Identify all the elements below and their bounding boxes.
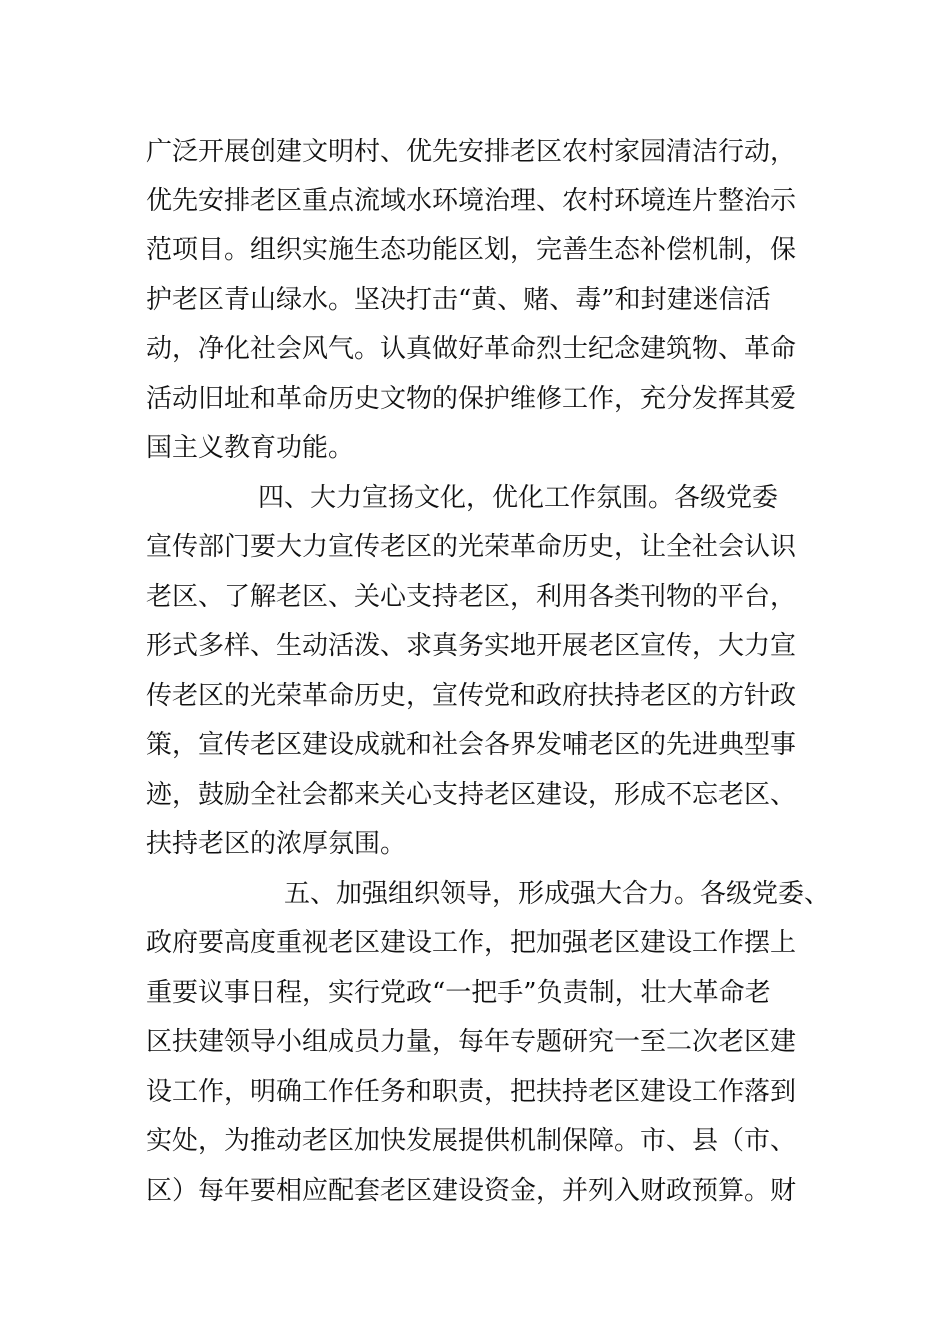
paragraph-3-line-4: 区扶建领导小组成员力量，每年专题研究一至二次老区建 (146, 1027, 797, 1057)
paragraph-3-line-2: 政府要高度重视老区建设工作，把加强老区建设工作摆上 (146, 928, 797, 958)
paragraph-1-line-6: 活动旧址和革命历史文物的保护维修工作，充分发挥其爱 (146, 384, 797, 414)
paragraph-2-line-2: 宣传部门要大力宣传老区的光荣革命历史，让全社会认识 (146, 532, 797, 562)
paragraph-2-line-1: 四、大力宣扬文化，优化工作氛围。各级党委 (258, 483, 779, 513)
paragraph-3-line-6: 实处，为推动老区加快发展提供机制保障。市、县（市、 (146, 1126, 797, 1156)
paragraph-3-line-3: 重要议事日程，实行党政“一把手”负责制，壮大革命老 (146, 978, 771, 1008)
paragraph-3-line-1: 五、加强组织领导，形成强大合力。各级党委、 (284, 879, 831, 909)
paragraph-1-line-2: 优先安排老区重点流域水环境治理、农村环境连片整治示 (146, 186, 797, 216)
paragraph-2-line-5: 传老区的光荣革命历史，宣传党和政府扶持老区的方针政 (146, 681, 797, 711)
paragraph-1-line-1: 广泛开展创建文明村、优先安排老区农村家园清洁行动， (146, 137, 797, 167)
paragraph-2-line-8: 扶持老区的浓厚氛围。 (146, 829, 407, 859)
paragraph-2-line-3: 老区、了解老区、关心支持老区，利用各类刊物的平台， (146, 582, 797, 612)
paragraph-1-line-3: 范项目。组织实施生态功能区划，完善生态补偿机制，保 (146, 235, 797, 265)
paragraph-1-line-4: 护老区青山绿水。坚决打击“黄、赌、毒”和封建迷信活 (146, 285, 771, 315)
paragraph-3-line-7: 区）每年要相应配套老区建设资金，并列入财政预算。财 (146, 1176, 797, 1206)
paragraph-3-line-5: 设工作，明确工作任务和职责，把扶持老区建设工作落到 (146, 1077, 797, 1107)
paragraph-2-line-6: 策，宣传老区建设成就和社会各界发哺老区的先进典型事 (146, 730, 797, 760)
paragraph-1-line-7: 国主义教育功能。 (146, 433, 355, 463)
paragraph-1-line-5: 动，净化社会风气。认真做好革命烈士纪念建筑物、革命 (146, 334, 797, 364)
paragraph-2-line-4: 形式多样、生动活泼、求真务实地开展老区宣传，大力宣 (146, 631, 797, 661)
paragraph-2-line-7: 迹，鼓励全社会都来关心支持老区建设，形成不忘老区、 (146, 780, 797, 810)
